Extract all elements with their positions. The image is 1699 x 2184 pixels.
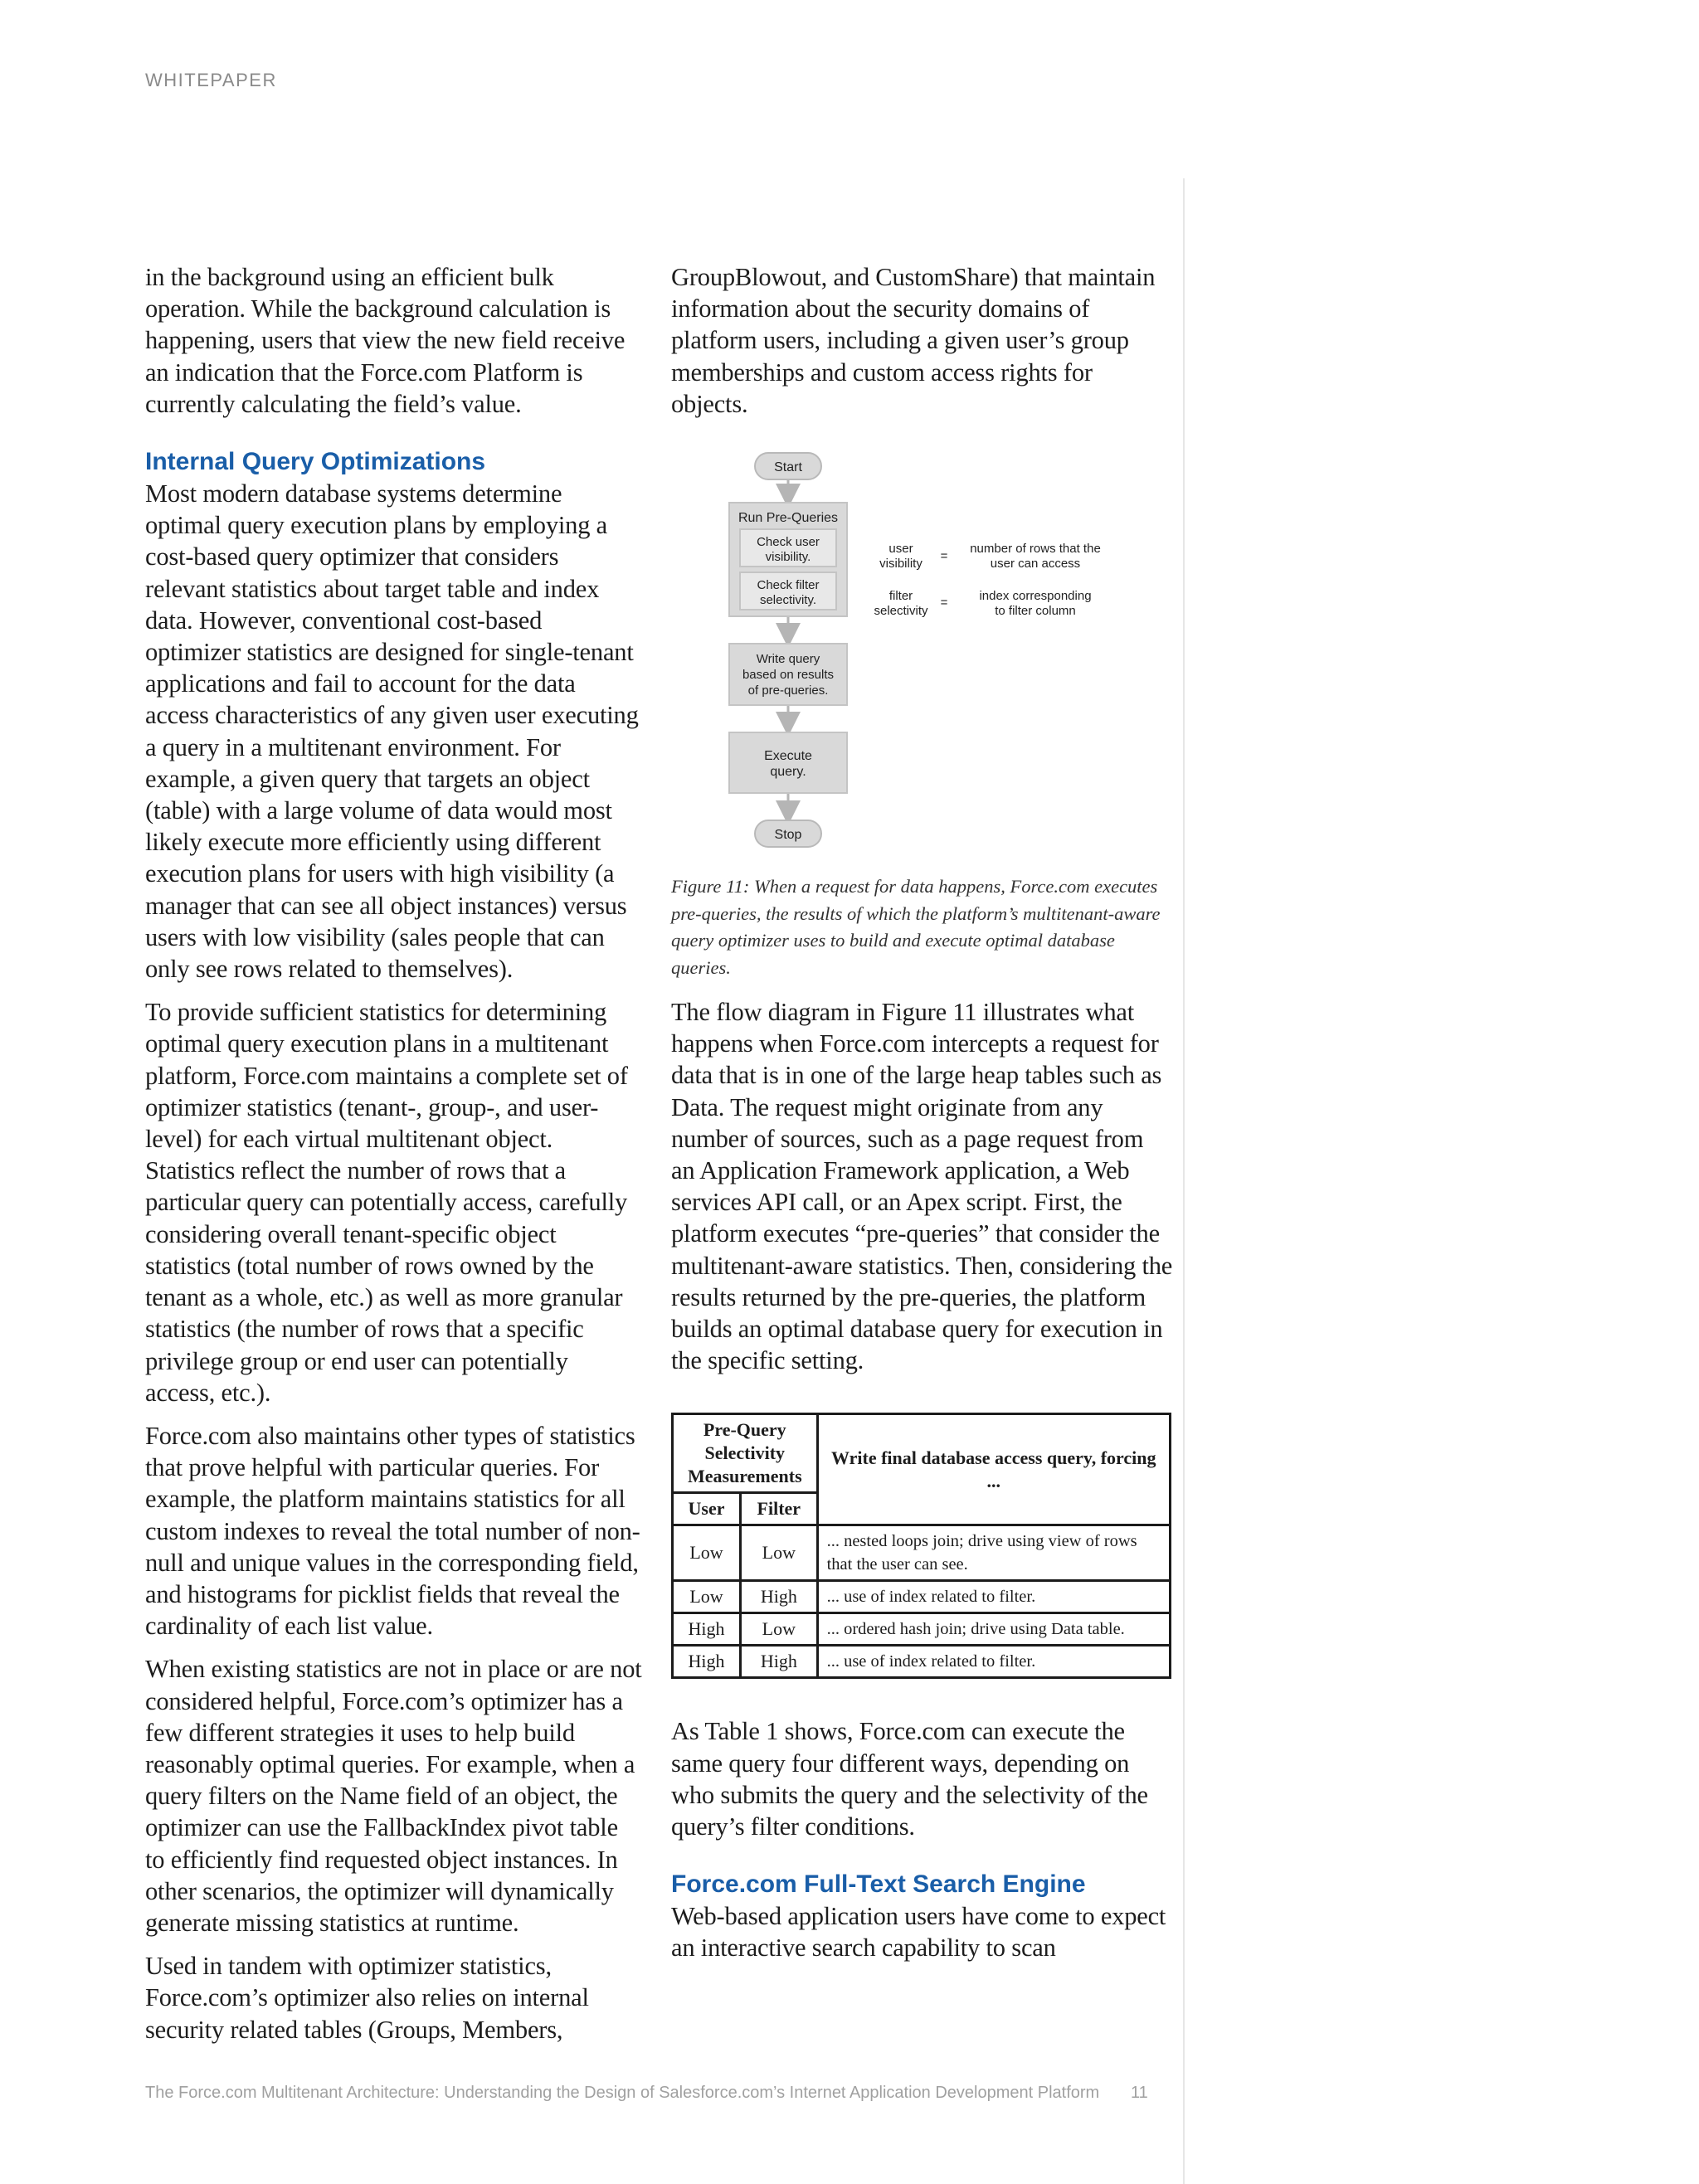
table-group-header: Pre-Query Selectivity Measurements — [673, 1414, 818, 1493]
flow-check-user-label: Check user — [757, 535, 820, 550]
flow-check-filter-label: Check filter — [757, 578, 820, 593]
svg-text:of pre-queries.: of pre-queries. — [747, 683, 829, 698]
svg-text:Write query: Write query — [756, 652, 820, 667]
left-column — [145, 261, 643, 2057]
table-row — [673, 1613, 1171, 1646]
svg-text:selectivity: selectivity — [874, 604, 928, 619]
svg-text:visibility: visibility — [879, 557, 923, 572]
svg-text:Stop: Stop — [774, 828, 802, 843]
table-col-user: User — [673, 1493, 741, 1525]
svg-text:to filter column: to filter column — [995, 604, 1076, 619]
selectivity-table — [671, 1413, 1171, 1679]
flow-start-label: Start — [774, 460, 802, 475]
table-cell: Low — [673, 1581, 741, 1613]
svg-text:user can access: user can access — [990, 557, 1081, 572]
table-row — [673, 1646, 1171, 1678]
paragraph: To provide sufficient statistics for determining optimal query execution plans in a multitenant platform, Force.com maintains a complete set of optimizer statistics (tenant-, group-, and user-level) for each virtual multitenant object. Statistics reflect the number of rows that a particular query can potentially access, carefully considering overall tenant-specific object statistics (total number of rows owned by the tenant as a whole, etc.) as well as more granular statistics (the number of rows that a specific privilege group or end user can potentially access, etc.). — [145, 998, 628, 1407]
section-heading-full-text-search: Force.com Full-Text Search Engine — [671, 1870, 1086, 1899]
table-cell: Low — [741, 1525, 818, 1581]
svg-text:query.: query. — [770, 765, 806, 780]
section-heading-query-optimizations: Internal Query Optimizations — [145, 448, 486, 476]
paragraph: When existing statistics are not in place or are not considered helpful, Force.com’s optimizer has a few different strategies it uses to help build reasonably optimal queries. For example, when a query filters on the Name field of an object, the optimizer can use the FallbackIndex pivot table to efficiently find requested object instances. In other scenarios, the optimizer will dynamically generate missing statistics at runtime. — [145, 1655, 642, 1937]
table-row — [673, 1581, 1171, 1613]
table-col-filter: Filter — [741, 1493, 818, 1525]
flow-execute-node — [729, 732, 847, 793]
svg-text:user: user — [888, 542, 913, 557]
paragraph: The flow diagram in Figure 11 illustrates what happens when Force.com intercepts a request for data that is in one of the large heap tables such as Data. The request might originate from any number of sources, such as a page request from an Application Framework application, a Web services API call, or an Apex script. First, the platform executes “pre-queries” that consider the multitenant-aware statistics. Then, considering the results returned by the pre-queries, the platform builds an optimal database query for execution in the specific setting. — [671, 998, 1173, 1375]
paragraph: Used in tandem with optimizer statistics, Force.com’s optimizer also relies on internal security related tables (Groups, Members, — [145, 1952, 589, 2044]
svg-text:filter: filter — [888, 589, 913, 604]
svg-text:Execute: Execute — [764, 749, 812, 764]
flow-write-query-node — [729, 644, 847, 705]
margin-divider — [1183, 178, 1185, 2184]
table-cell: ... use of index related to filter. — [817, 1581, 1170, 1613]
table-row — [673, 1525, 1171, 1581]
table-cell: Low — [741, 1613, 818, 1646]
svg-text:number of rows that the: number of rows that the — [970, 542, 1101, 557]
paragraph: in the background using an efficient bulk operation. While the background calculation is happening, users that view the new field receive an indication that the Force.com Platform is currently calculating the field’s value. — [145, 263, 626, 418]
footer-title: The Force.com Multitenant Architecture: Understanding the Design of Salesforce.com’s Internet Application Development Platform — [145, 2084, 1100, 2102]
table-cell: High — [673, 1646, 741, 1678]
figure-caption: Figure 11: When a request for data happens, Force.com executes pre-queries, the results of which the platform’s multitenant-aware query optimizer uses to build and execute optimal database queries. — [671, 876, 1161, 978]
table-cell: ... use of index related to filter. — [817, 1646, 1170, 1678]
flow-check-user-label-2: visibility. — [765, 550, 811, 565]
page-number: 11 — [1131, 2084, 1148, 2102]
svg-text:=: = — [940, 596, 948, 610]
flow-legend — [874, 542, 1100, 618]
table-cell: High — [673, 1613, 741, 1646]
svg-text:index corresponding: index corresponding — [979, 589, 1092, 604]
paragraph: As Table 1 shows, Force.com can execute the same query four different ways, depending on who submits the query and the selectivity of the query’s filter conditions. — [671, 1717, 1148, 1841]
right-column — [671, 261, 1173, 1976]
table-cell: ... ordered hash join; drive using Data table. — [817, 1613, 1170, 1646]
svg-text:based on results: based on results — [742, 668, 835, 683]
document-type-label: WHITEPAPER — [145, 70, 277, 90]
flow-stop-node — [755, 820, 821, 847]
flow-pre-queries-label: Run Pre-Queries — [738, 511, 839, 526]
paragraph: Force.com also maintains other types of statistics that prove helpful with particular queries. For example, the platform maintains statistics for all custom indexes to reveal the total number of non-null and unique values in the corresponding field, and histograms for picklist fields that reveal the cardinality of each list value. — [145, 1421, 640, 1641]
flow-check-filter-label-2: selectivity. — [759, 593, 817, 608]
table-cell: ... nested loops join; drive using view of rows that the user can see. — [817, 1525, 1170, 1581]
table-cell: High — [741, 1646, 818, 1678]
table-cell: High — [741, 1581, 818, 1613]
flow-start-node — [755, 453, 821, 479]
svg-text:=: = — [940, 549, 948, 564]
paragraph: Web-based application users have come to expect an interactive search capability to scan — [671, 1902, 1166, 1963]
table-cell: Low — [673, 1525, 741, 1581]
flow-pre-queries-node — [729, 503, 847, 616]
paragraph: GroupBlowout, and CustomShare) that maintain information about the security domains of platform users, including a given user’s group memberships and custom access rights for objects. — [671, 263, 1156, 418]
query-flow-diagram — [671, 438, 1173, 873]
table-action-header: Write final database access query, forcing ... — [817, 1414, 1170, 1525]
paragraph: Most modern database systems determine optimal query execution plans by employing a cost-based query optimizer that considers relevant statistics about target table and index data. However, conventional cost-based optimizer statistics are designed for single-tenant applications and fail to account for the data access characteristics of any given user executing a query in a multitenant environment. For example, a given query that targets an object (table) with a large volume of data would most likely execute more efficiently using different execution plans for users with high visibility (a manager that can see all object instances) versus users with low visibility (sales people that can only see rows related to themselves). — [145, 479, 639, 984]
